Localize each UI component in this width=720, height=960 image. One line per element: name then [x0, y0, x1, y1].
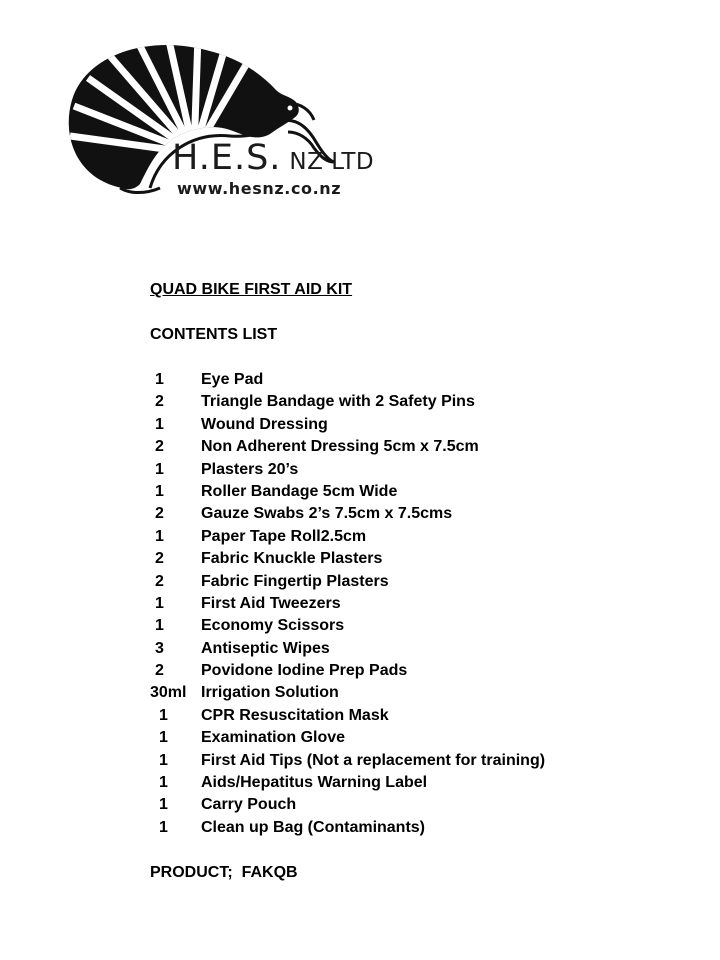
item-quantity: 1 [159, 774, 168, 792]
list-item [150, 503, 690, 525]
item-name: Eye Pad [201, 371, 264, 388]
list-item [150, 414, 690, 436]
item-name: Economy Scissors [201, 617, 345, 635]
item-name: Gauze Swabs 2’s 7.5cm x 7.5cms [201, 505, 453, 523]
contents-heading: CONTENTS LIST [150, 326, 278, 343]
contents-document [150, 279, 690, 884]
list-item [150, 436, 690, 458]
contents-list [150, 369, 690, 839]
list-item [150, 459, 690, 481]
list-item [150, 369, 690, 391]
item-name: First Aid Tweezers [201, 594, 341, 612]
list-item [150, 593, 690, 615]
item-quantity: 1 [155, 594, 164, 612]
list-item [150, 772, 690, 794]
brand-text: H.E.S. [172, 138, 282, 178]
item-name: Paper Tape Roll2.5cm [201, 527, 367, 545]
item-quantity: 2 [155, 438, 164, 456]
list-item [150, 727, 690, 749]
list-item [150, 794, 690, 816]
item-name: Povidone Iodine Prep Pads [201, 662, 408, 680]
list-item [150, 548, 690, 570]
item-quantity: 1 [155, 617, 164, 635]
item-name: First Aid Tips (Not a replacement for training) [201, 751, 546, 769]
item-name: Triangle Bandage with 2 Safety Pins [201, 393, 475, 411]
item-name: Irrigation Solution [201, 684, 339, 702]
list-item [150, 615, 690, 637]
list-item [150, 660, 690, 682]
item-name: Fabric Knuckle Plasters [201, 550, 383, 568]
company-logo [64, 38, 375, 198]
item-quantity: 1 [155, 371, 164, 388]
item-name: Aids/Hepatitus Warning Label [201, 774, 428, 792]
item-name: Clean up Bag (Contaminants) [201, 818, 426, 836]
list-item [150, 750, 690, 772]
item-name: Roller Bandage 5cm Wide [201, 482, 398, 500]
item-quantity: 1 [159, 818, 168, 836]
item-quantity: 2 [155, 572, 164, 590]
item-quantity: 3 [155, 639, 164, 657]
item-name: Non Adherent Dressing 5cm x 7.5cm [201, 438, 479, 456]
item-quantity: 2 [155, 662, 164, 680]
document-title: QUAD BIKE FIRST AID KIT [150, 281, 353, 298]
item-name: Fabric Fingertip Plasters [201, 572, 389, 590]
product-label: PRODUCT; [150, 864, 233, 882]
list-item [150, 571, 690, 593]
item-quantity: 2 [155, 393, 164, 411]
item-quantity: 1 [155, 527, 164, 545]
item-quantity: 1 [159, 706, 168, 724]
item-quantity: 1 [155, 415, 164, 433]
item-name: Wound Dressing [201, 415, 328, 433]
item-name: CPR Resuscitation Mask [201, 706, 389, 724]
brand-name [172, 138, 374, 178]
item-quantity: 1 [155, 460, 164, 478]
item-quantity: 30ml [150, 684, 187, 702]
item-name: Examination Glove [201, 729, 346, 747]
list-item [150, 481, 690, 503]
list-item [150, 638, 690, 660]
product-code: FAKQB [241, 864, 298, 882]
item-name: Carry Pouch [201, 796, 297, 814]
list-item [150, 705, 690, 727]
item-quantity: 2 [155, 505, 164, 523]
website-url: www.hesnz.co.nz [177, 179, 342, 198]
item-quantity: 1 [155, 482, 164, 500]
brand-suffix: NZ LTD [289, 149, 375, 175]
list-item [150, 817, 690, 839]
item-quantity: 2 [155, 550, 164, 568]
item-quantity: 1 [159, 751, 168, 769]
item-name: Plasters 20’s [201, 460, 299, 478]
list-item [150, 391, 690, 413]
product-code-line [150, 862, 690, 884]
item-quantity: 1 [159, 729, 168, 747]
list-item [150, 526, 690, 548]
item-name: Antiseptic Wipes [201, 639, 330, 657]
item-quantity: 1 [159, 796, 168, 814]
list-item [150, 682, 690, 704]
